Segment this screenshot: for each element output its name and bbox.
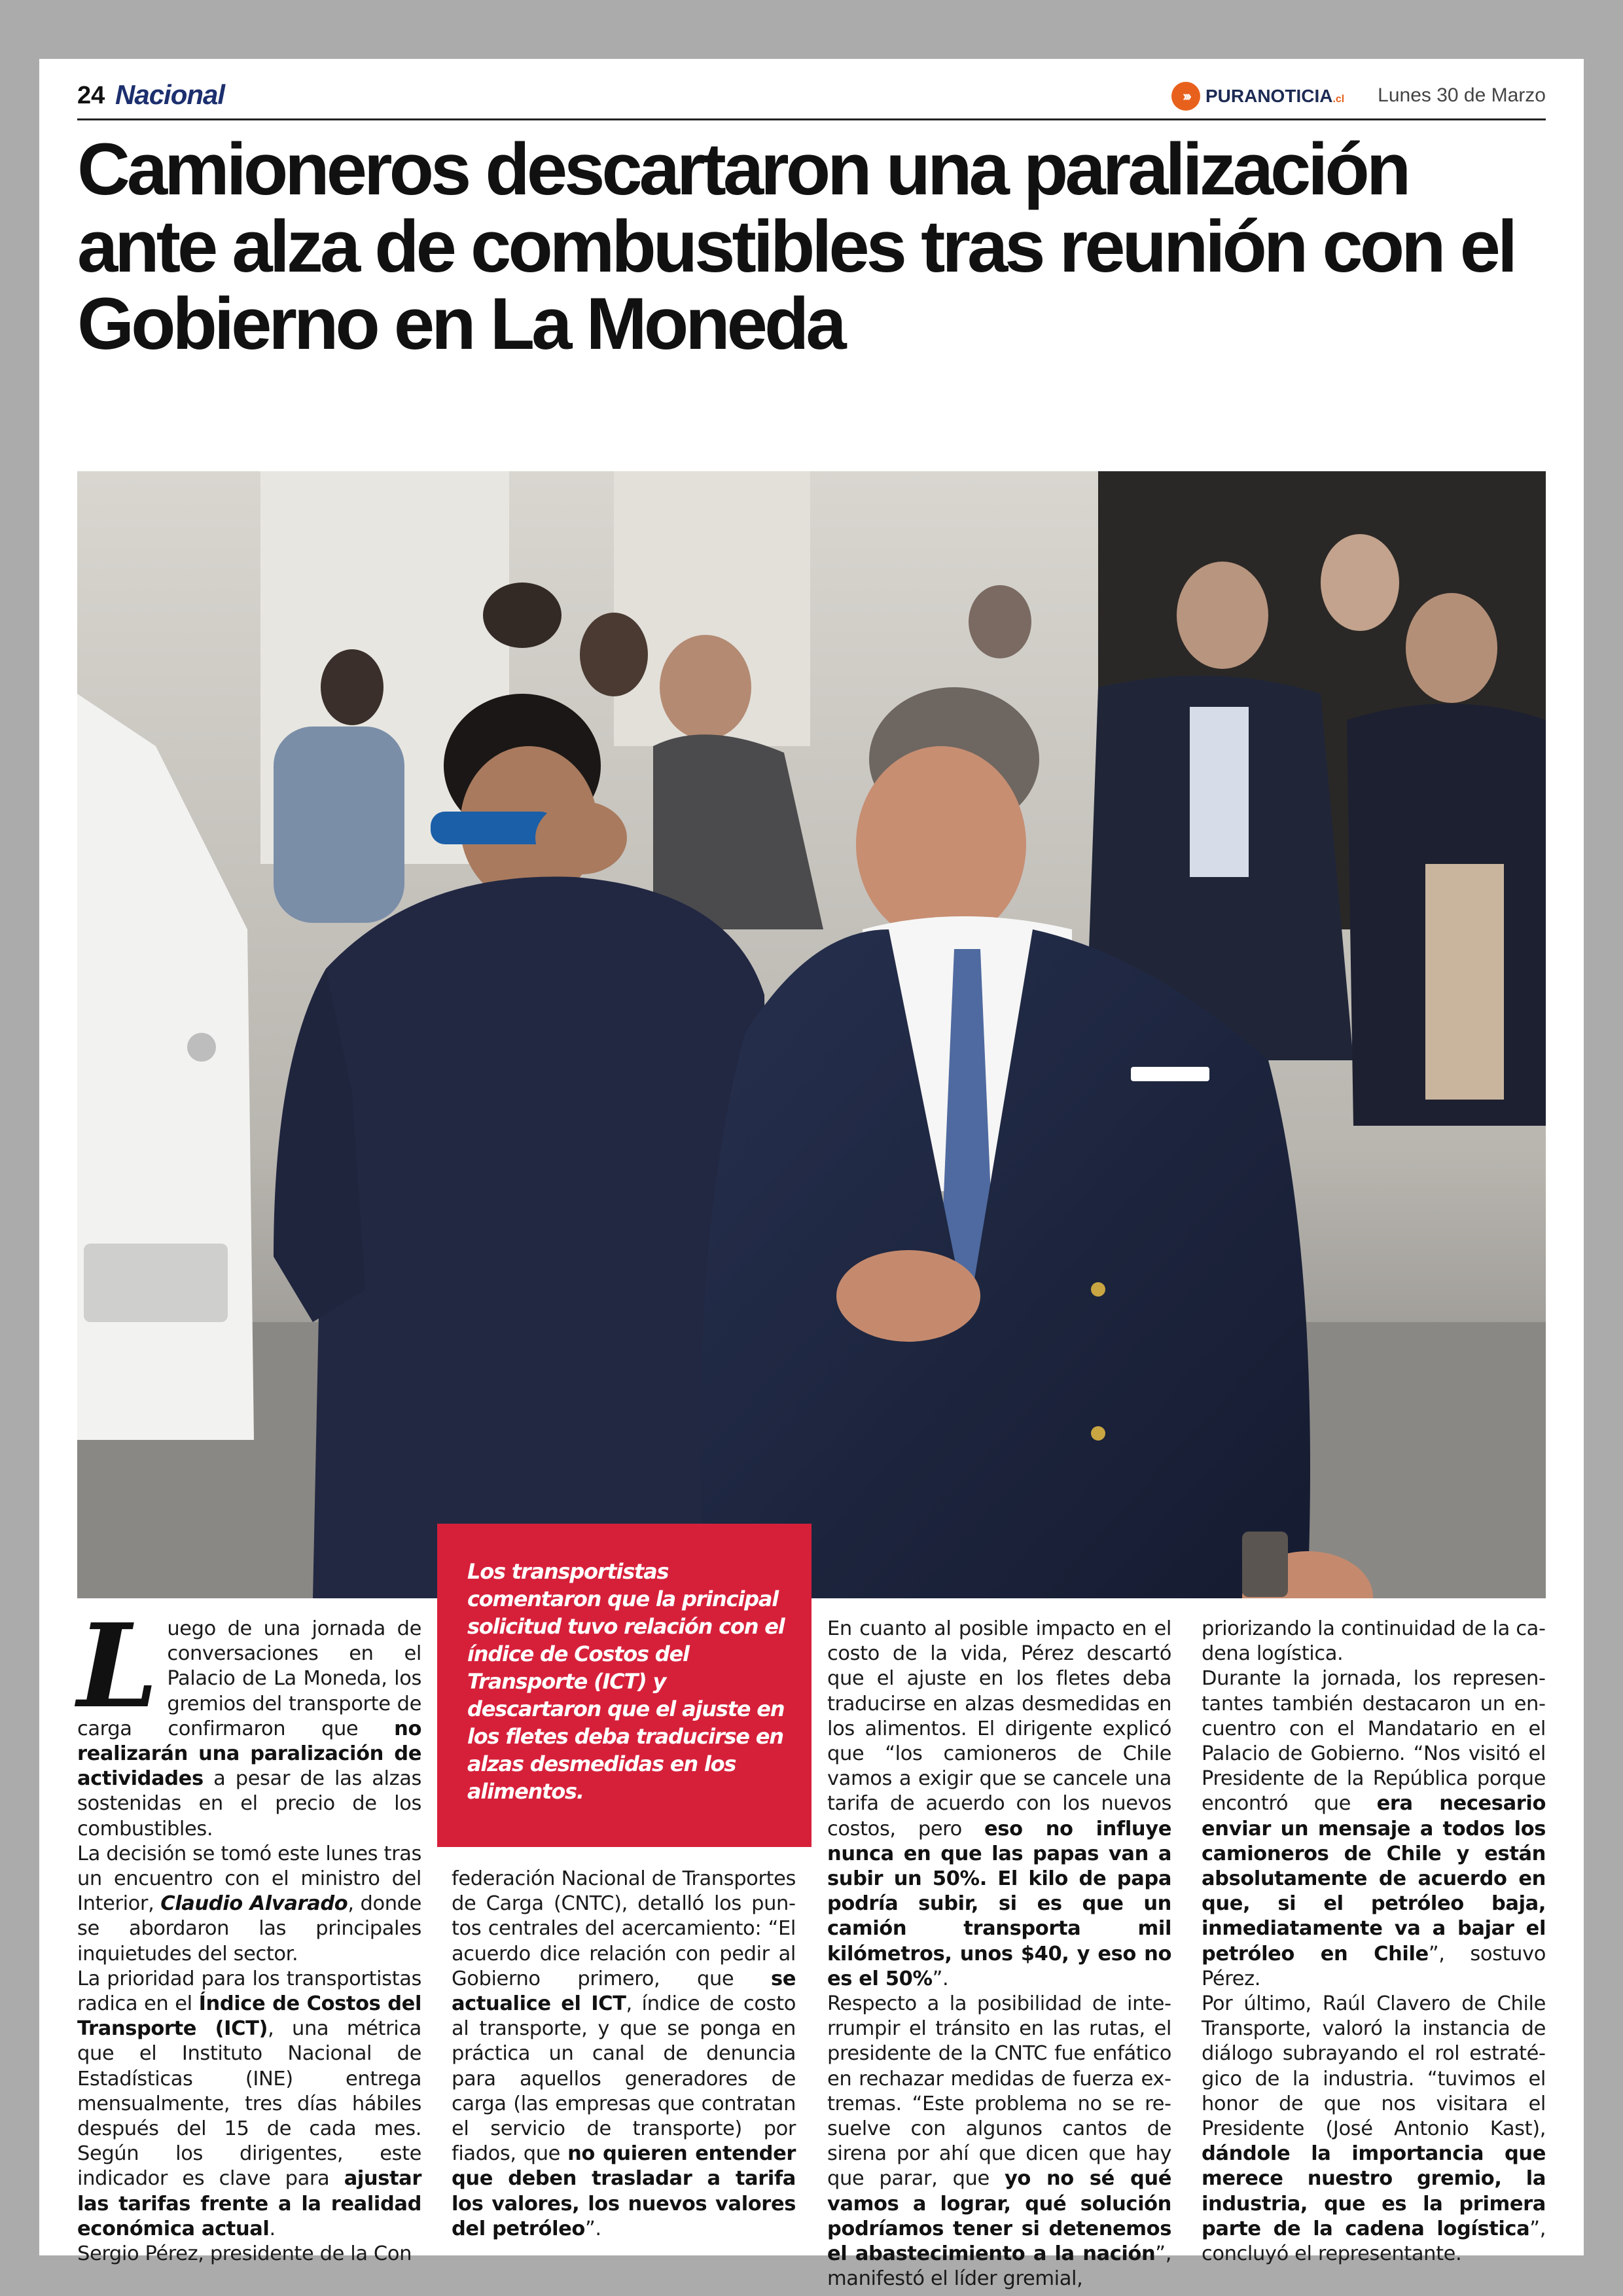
article-column-2: federación Nacional de Transportes de Carga (CNTC), detalló los puntos centrales del acercamiento: “El acuerdo dice relación con pedir al Gobierno primero, que se actualice el ICT, índice de costo al transporte, y que se ponga en práctica un canal de denuncia para aquellos generadores de carga (las empresas que contratan el servicio de transporte) por fiados, que no quieren entender que deben trasladar a tarifa los valores, los nuevos valores del petróleo”. [452,1867,796,2240]
article-headline: Camioneros descartaron una paralización ante alza de combustibles tras reunión con el Gobierno en La Moneda [77,128,1515,365]
page-header [77,75,1546,120]
page-number: 24 [77,82,105,109]
article-column-1: Luego de una jornada de conversaciones en el Palacio de La Moneda, los gremios del transporte de carga confirmaron que no realizarán una paralización de actividades a pesar de las alzas sostenidas en el precio de los combustibles. La decisión se tomó este lunes tras un encuentro con el ministro del Interior, Claudio Alvarado, donde se abordaron las principales inquietudes del sector. La prioridad para los transportistas radica en el Índice de Costos del Transporte (ICT), una métrica que el Instituto Nacional de Estadísticas (INE) entrega mensualmente, tres días hábiles después del 15 de cada mes. Según los dirigentes, este indicador es clave para ajustar las tarifas frente a la realidad económica actual. Sergio Pérez, presidente de la Con [77,1598,422,2266]
article-column-3: En cuanto al posible impacto en el costo de la vida, Pérez descartó que el ajuste en los fletes deba traducirse en alzas desmedidas en los alimentos. El dirigente explicó que “los camioneros de Chile vamos a exigir que se cancele una tarifa de acuerdo con los nuevos costos, pero eso no influye nunca en que las papas van a subir un 50%. El kilo de papa podría subir, si es que un camión transporta mil kilómetros, unos $40, y eso no es el 50%”. Respecto a la posibilidad de interrumpir el tránsito en las rutas, el presidente de la CNTC fue enfático en rechazar medidas de fuerza extremas. “Este problema no se resuelve con algunos cantos de sirena por ahí que dicen que hay que parar, que yo no sé qué vamos a lograr, qué solución podríamos tener si detenemos el abastecimiento a la nación”, manifestó el líder gremial, [827,1617,1171,2291]
issue-date: Lunes 30 de Marzo [1378,84,1546,106]
article-column-4: priorizando la continuidad de la cadena logística. Durante la jornada, los representantes también destacaron un encuentro con el Mandatario en el Palacio de Gobierno. “Nos visitó el Presidente de la República porque encontró que era necesario enviar un mensaje a todos los camioneros de Chile y están absolutamente de acuerdo en que, si el petróleo baja, inmediatamente va a bajar el petróleo en Chile”, sostuvo Pérez. Por último, Raúl Clavero de Chile Transporte, valoró la instancia de diálogo subrayando el rol estratégico de la industria. “tuvimos el honor de que nos visitara el Presidente (José Antonio Kast), dándole la importancia que merece nuestro gremio, la industria, que es la primera parte de la cadena logística”, concluyó el representante. [1202,1617,1546,2266]
brand-wordmark: PURANOTICIA.cl [1205,86,1345,106]
section-name: Nacional [115,79,225,110]
pull-quote: Los transportistas comentaron que la principal solicitud tuvo relación con el índice de Costos del Transporte (ICT) y descartaron que el ajuste en los fletes deba traducirse en alzas desmedidas en los alimentos. [437,1524,812,1847]
puranoticia-logo-icon: ››› [1171,82,1200,111]
article-photo [77,471,1546,1598]
